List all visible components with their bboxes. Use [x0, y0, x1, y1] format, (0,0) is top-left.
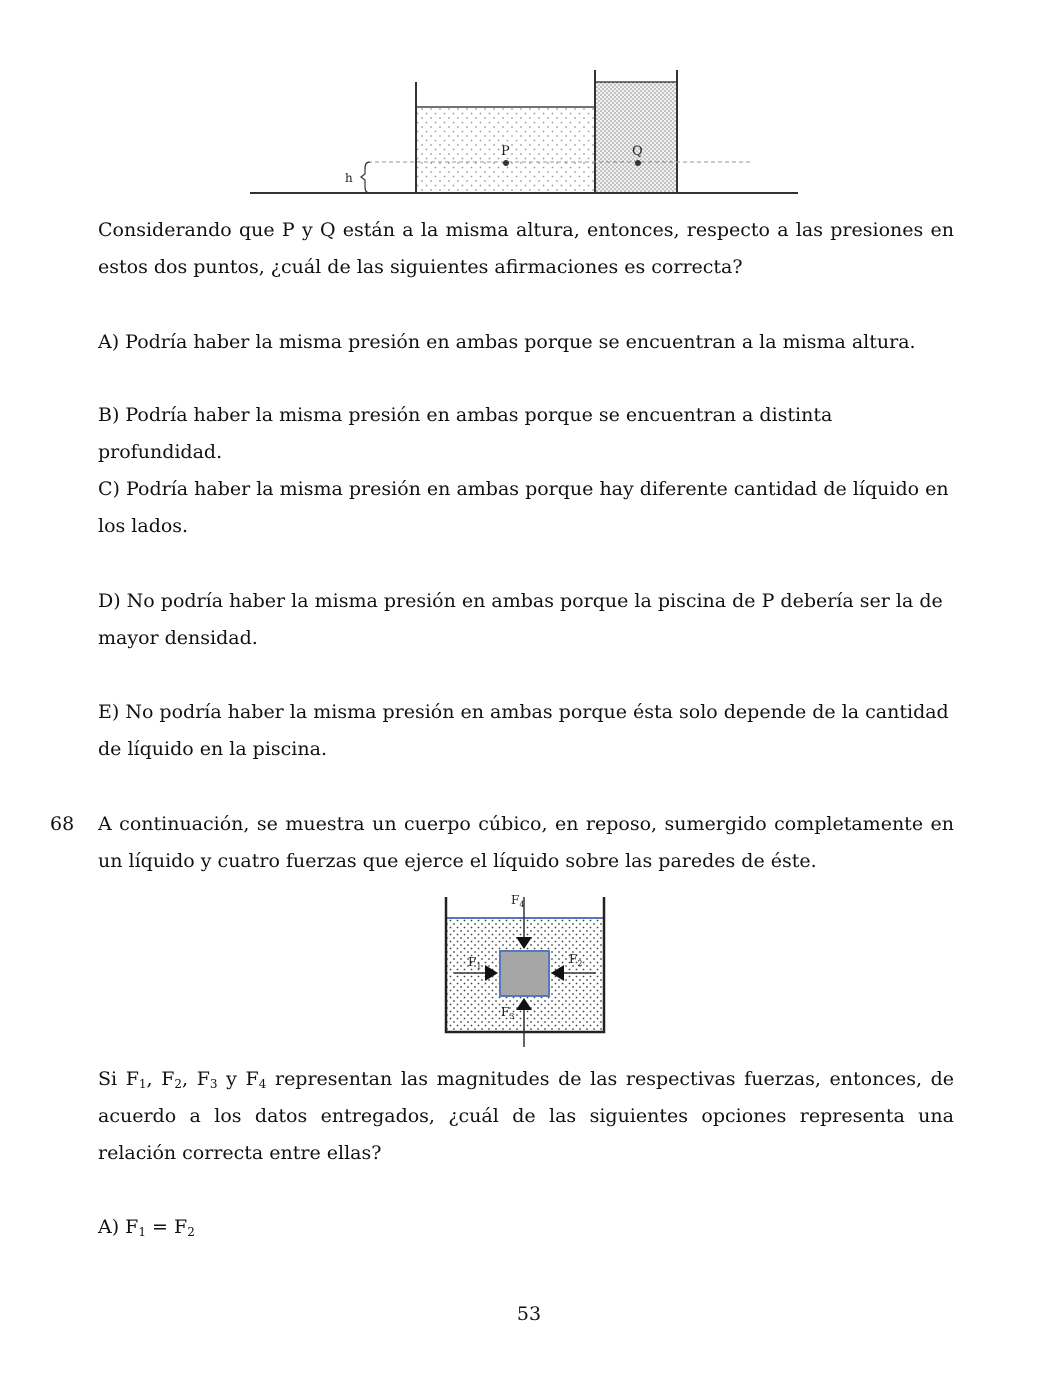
label-h: h [345, 171, 353, 185]
pool-q-liquid [595, 82, 677, 193]
q68-number: 68 [50, 813, 75, 835]
q68-question: Si $F_1$, $F_2$, $F_3$ y $F_4$ representan las magnitudes de las respectivas fuerzas, entonces, de acuerdo a los datos entregados, ¿cuál de las siguientes opciones representa una relación correcta entre ellas? [98, 1068, 955, 1164]
point-q [635, 160, 641, 166]
q67-stem: Considerando que P y Q están a la misma altura, entonces, respecto a las presiones en estos dos puntos, ¿cuál de las siguientes afirmaciones es correcta? [98, 219, 954, 278]
label-f4: $F_4$ [511, 893, 525, 909]
q68-stem: A continuación, se muestra un cuerpo cúbico, en reposo, sumergido completamente en un líquido y cuatro fuerzas que ejerce el líquido sobre las paredes de éste. [98, 813, 954, 872]
label-f2: $F_2$ [569, 952, 583, 968]
cube [500, 951, 549, 996]
label-p: P [501, 144, 510, 159]
figure-cube [438, 887, 614, 1051]
q68-option-a: A) $F_1 = F_2$ [98, 1216, 195, 1239]
label-q: Q [632, 144, 643, 159]
q67-option-b: B) Podría haber la misma presión en ambas porque se encuentran a distinta profundidad. [98, 404, 833, 463]
figure-pools [240, 62, 810, 202]
page-number: 53 [516, 1303, 542, 1325]
q67-option-c: C) Podría haber la misma presión en ambas porque hay diferente cantidad de líquido en los lados. [98, 478, 949, 537]
q67-option-d: D) No podría haber la misma presión en ambas porque la piscina de P debería ser la de mayor densidad. [98, 590, 943, 649]
q67-option-e: E) No podría haber la misma presión en ambas porque ésta solo depende de la cantidad de líquido en la piscina. [98, 701, 949, 760]
point-p [503, 160, 509, 166]
h-bracket [361, 162, 370, 193]
label-f1: $F_1$ [468, 955, 482, 971]
label-f3: $F_3$ [501, 1005, 515, 1021]
q67-option-a: A) Podría haber la misma presión en ambas porque se encuentran a la misma altura. [98, 331, 916, 353]
